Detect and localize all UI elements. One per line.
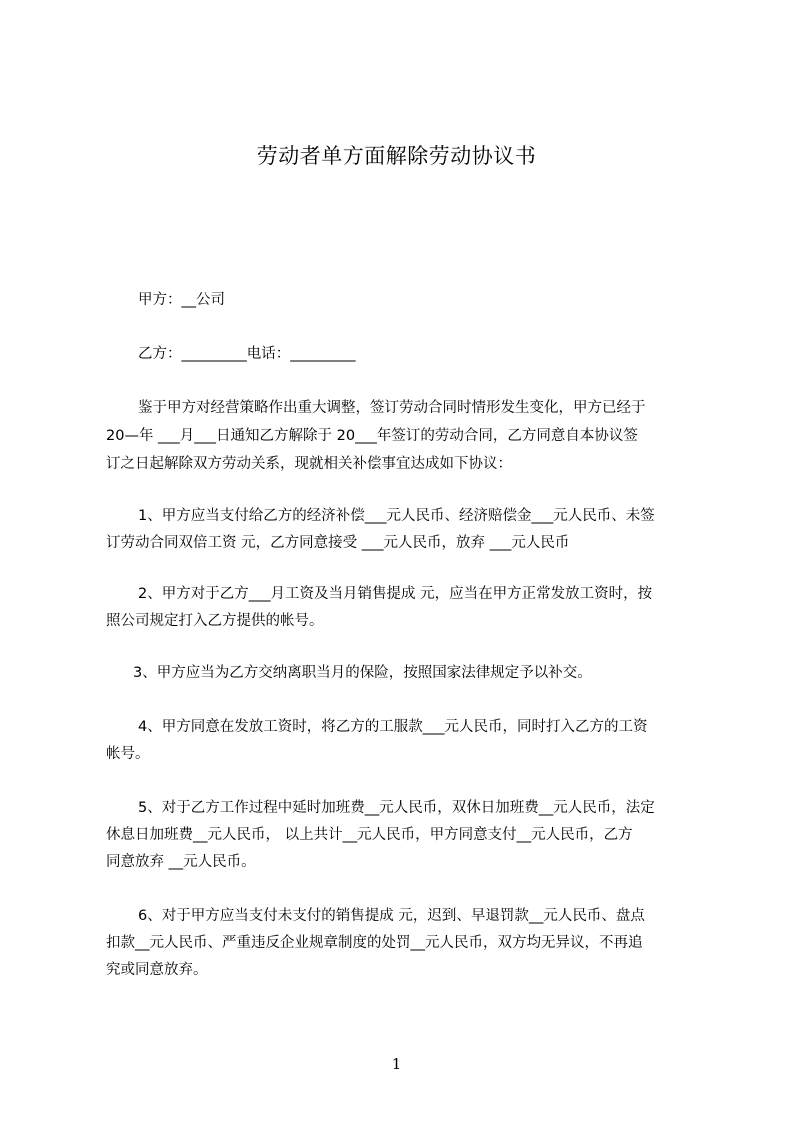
clause-5-line: 5、对于乙方工作过程中延时加班费__元人民币，双休日加班费__元人民币，法定: [138, 800, 655, 816]
intro-line: 鉴于甲方对经营策略作出重大调整，签订劳动合同时情形发生变化，甲方已经于: [138, 400, 646, 416]
clause-1-line: 1、甲方应当支付给乙方的经济补偿___元人民币、经济赔偿金___元人民币、未签: [138, 508, 655, 524]
party-a-line: 甲方：__公司: [138, 292, 225, 308]
intro-line: 20—年 ___月___日通知乙方解除于 20___年签订的劳动合同，乙方同意自本协议签: [106, 428, 638, 444]
clause-6-line: 究或同意放弃。: [106, 962, 208, 978]
party-b-line: 乙方：_________电话：_________: [138, 346, 356, 362]
clause-1-line: 订劳动合同双倍工资 元，乙方同意接受 ___元人民币，放弃 ___元人民币: [106, 535, 570, 551]
document-title: 劳动者单方面解除劳动协议书: [256, 144, 537, 168]
clause-5-line: 休息日加班费__元人民币， 以上共计__元人民币，甲方同意支付__元人民币，乙方: [106, 827, 633, 843]
clause-5-line: 同意放弃 __元人民币。: [106, 854, 256, 870]
clause-4-line: 4、甲方同意在发放工资时，将乙方的工服款___元人民币，同时打入乙方的工资: [138, 719, 648, 735]
clause-6-line: 6、对于甲方应当支付未支付的销售提成 元，迟到、早退罚款__元人民币、盘点: [138, 908, 645, 924]
clause-3-line: 3、甲方应当为乙方交纳离职当月的保险，按照国家法律规定予以补交。: [133, 665, 592, 681]
clause-2-line: 照公司规定打入乙方提供的帐号。: [106, 613, 324, 629]
clause-2-line: 2、甲方对于乙方___月工资及当月销售提成 元，应当在甲方正常发放工资时，按: [138, 586, 653, 602]
intro-line: 订之日起解除双方劳动关系，现就相关补偿事宜达成如下协议：: [106, 456, 512, 472]
page-number: 1: [391, 1055, 402, 1073]
clause-4-line: 帐号。: [106, 746, 150, 762]
clause-6-line: 扣款__元人民币、严重违反企业规章制度的处罚__元人民币，双方均无异议，不再追: [106, 935, 643, 951]
